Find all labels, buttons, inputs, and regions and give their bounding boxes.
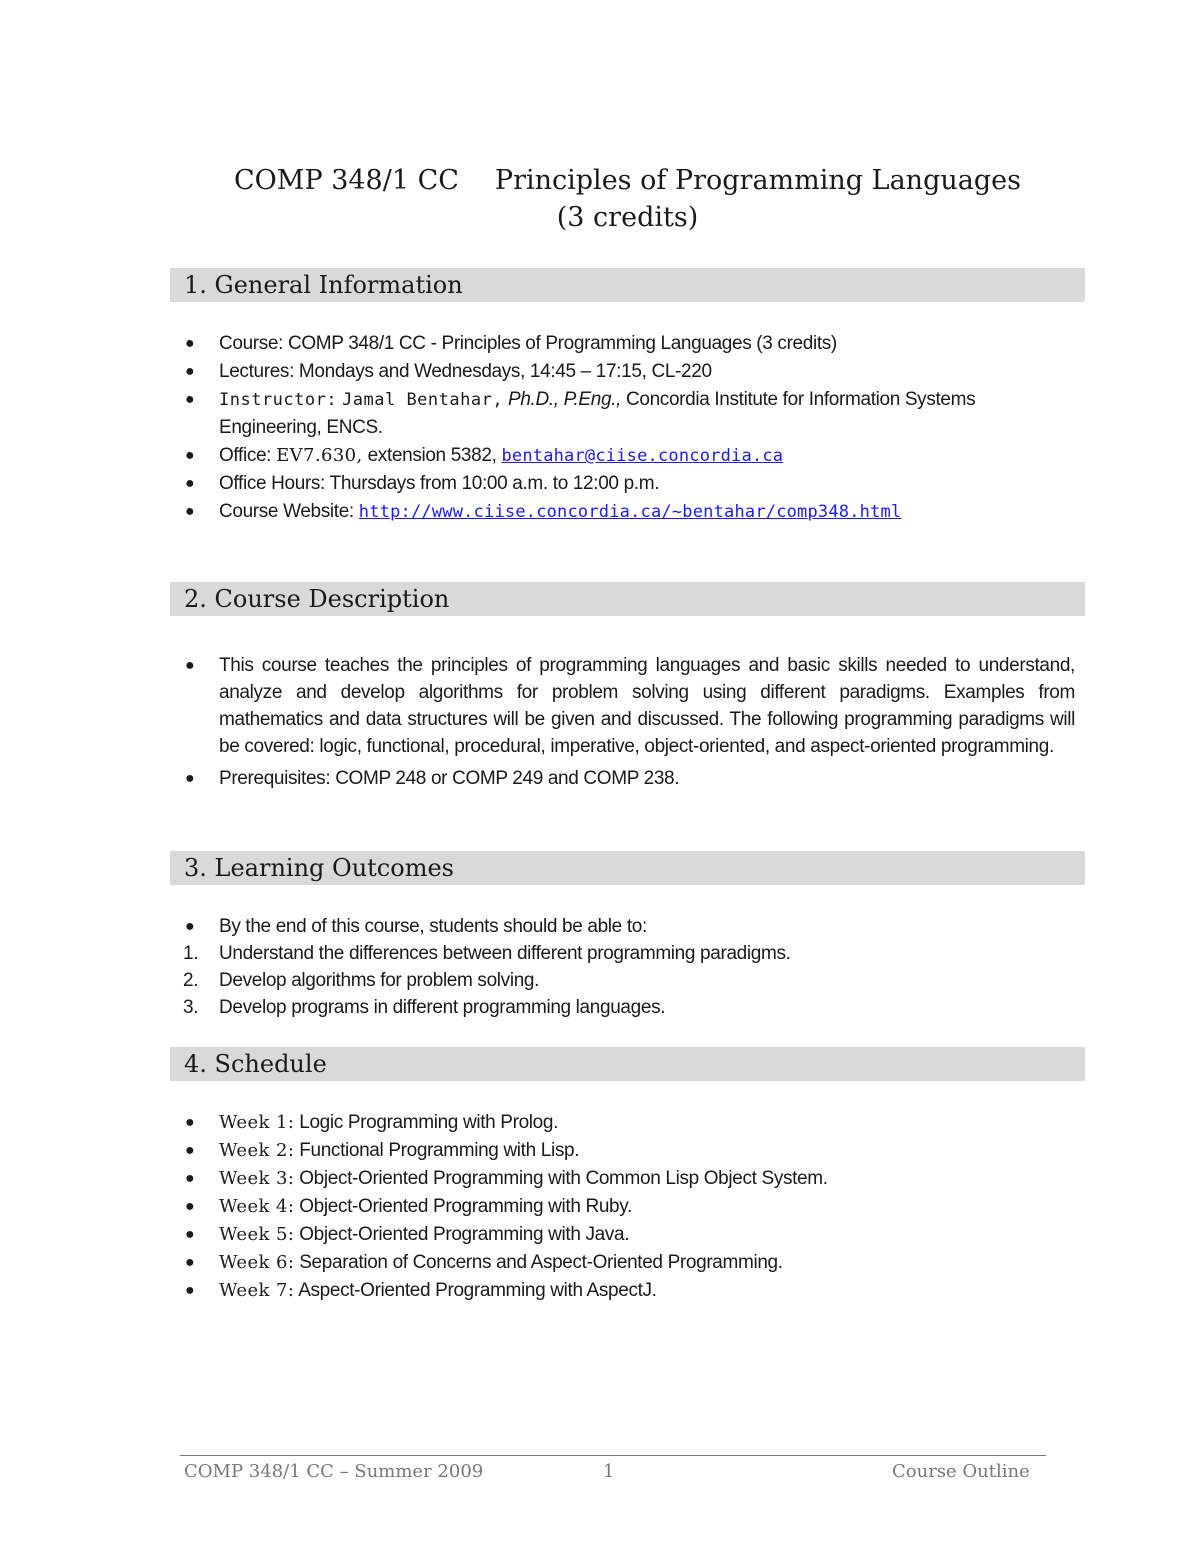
week-topic: Object-Oriented Programming with Common Lisp Object System. <box>299 1168 828 1189</box>
schedule-item <box>0 1277 1075 1305</box>
bullet-icon: ● <box>185 475 195 492</box>
bullet-icon: ● <box>185 918 195 935</box>
bullet-icon: ● <box>185 1142 195 1159</box>
schedule-item <box>0 1165 1075 1193</box>
week-label: Week 6: <box>219 1252 295 1273</box>
bullet-icon: ● <box>185 447 195 464</box>
schedule-list <box>0 1109 1200 1305</box>
week-topic: Object-Oriented Programming with Ruby. <box>299 1196 632 1217</box>
outcomes-intro: By the end of this course, students should be able to: <box>219 916 647 937</box>
list-item <box>0 652 1075 760</box>
list-item <box>0 498 1075 526</box>
section-heading-general-information: 1. General Information <box>170 268 1085 302</box>
footer-page-number: 1 <box>603 1461 615 1482</box>
footer-course-term: COMP 348/1 CC – Summer 2009 <box>184 1461 484 1482</box>
list-item <box>0 358 1075 386</box>
course-website-link[interactable]: http://www.ciise.concordia.ca/~bentahar/comp348.html <box>358 502 902 522</box>
bullet-icon: ● <box>185 1114 195 1131</box>
outcome-item: 2. Develop algorithms for problem solving. <box>183 970 540 991</box>
list-item <box>0 765 1075 792</box>
week-label: Week 2: <box>219 1140 295 1161</box>
instructor-affiliation: Concordia Institute for Information Systems Engineering, ENCS. <box>219 389 976 438</box>
bullet-icon: ● <box>185 335 195 352</box>
list-item <box>0 470 1075 498</box>
bullet-icon: ● <box>185 1170 195 1187</box>
footer-divider <box>180 1455 1046 1456</box>
list-item <box>0 330 1075 358</box>
course-description-list <box>0 652 1200 792</box>
schedule-item <box>0 1193 1075 1221</box>
week-topic: Object-Oriented Programming with Java. <box>299 1224 630 1245</box>
week-label: Week 3: <box>219 1168 295 1189</box>
office-hours: Office Hours: Thursdays from 10:00 a.m. to 12:00 p.m. <box>219 473 660 494</box>
bullet-icon: ● <box>185 363 195 380</box>
list-item <box>0 913 1075 1021</box>
bullet-icon: ● <box>185 503 195 520</box>
bullet-icon: ● <box>185 657 195 674</box>
bullet-icon: ● <box>185 1226 195 1243</box>
course-description-text: This course teaches the principles of programming languages and basic skills needed to understand, analyze and develop algorithms for problem solving using different paradigms. Examples from mathematics and data structures will be given and discussed. The following programming paradigms will be covered: logic, functional, procedural, imperative, object-oriented, and aspect-oriented programming. <box>219 655 1075 757</box>
week-topic: Aspect-Oriented Programming with AspectJ. <box>298 1280 657 1301</box>
instructor-email-link[interactable]: bentahar@ciise.concordia.ca <box>501 446 784 466</box>
office-label: Office: <box>219 445 272 466</box>
instructor-name: Jamal Bentahar, <box>342 390 504 410</box>
week-label: Week 5: <box>219 1224 295 1245</box>
outcomes-numbered-list <box>183 940 1075 1021</box>
week-label: Week 7: <box>219 1280 295 1301</box>
week-topic: Separation of Concerns and Aspect-Oriented Programming. <box>299 1252 783 1273</box>
lectures-info: Lectures: Mondays and Wednesdays, 14:45 – 17:15, CL-220 <box>219 361 712 382</box>
bullet-icon: ● <box>185 770 195 787</box>
section-heading-learning-outcomes: 3. Learning Outcomes <box>170 851 1085 885</box>
section-heading-schedule: 4. Schedule <box>170 1047 1085 1081</box>
page-title <box>170 162 1085 236</box>
course-info: Course: COMP 348/1 CC - Principles of Programming Languages (3 credits) <box>219 333 837 354</box>
general-information-list <box>0 330 1200 526</box>
schedule-item <box>0 1109 1075 1137</box>
section-heading-course-description: 2. Course Description <box>170 582 1085 616</box>
schedule-item <box>0 1249 1075 1277</box>
office-extension: extension 5382, <box>367 445 497 466</box>
list-item <box>0 386 1075 442</box>
website-label: Course Website: <box>219 501 354 522</box>
bullet-icon: ● <box>185 1254 195 1271</box>
instructor-label: Instructor: <box>219 390 338 410</box>
prerequisites: Prerequisites: COMP 248 or COMP 249 and COMP 238. <box>219 768 680 789</box>
footer-document-title: Course Outline <box>892 1461 1030 1482</box>
outcome-item: 1. Understand the differences between different programming paradigms. <box>183 943 791 964</box>
outcome-item: 3. Develop programs in different programming languages. <box>183 997 666 1018</box>
title-course-name: Principles of Programming Languages <box>494 165 1021 196</box>
week-label: Week 4: <box>219 1196 295 1217</box>
office-room: EV7.630, <box>276 445 363 466</box>
title-credits: (3 credits) <box>556 202 699 233</box>
bullet-icon: ● <box>185 391 195 408</box>
instructor-degrees: Ph.D., P.Eng., <box>508 389 622 410</box>
bullet-icon: ● <box>185 1198 195 1215</box>
week-label: Week 1: <box>219 1112 295 1133</box>
bullet-icon: ● <box>185 1282 195 1299</box>
list-item <box>0 442 1075 470</box>
title-course-code: COMP 348/1 CC <box>234 165 459 196</box>
week-topic: Functional Programming with Lisp. <box>299 1140 580 1161</box>
week-topic: Logic Programming with Prolog. <box>299 1112 559 1133</box>
schedule-item <box>0 1137 1075 1165</box>
learning-outcomes-list <box>0 913 1200 1021</box>
schedule-item <box>0 1221 1075 1249</box>
